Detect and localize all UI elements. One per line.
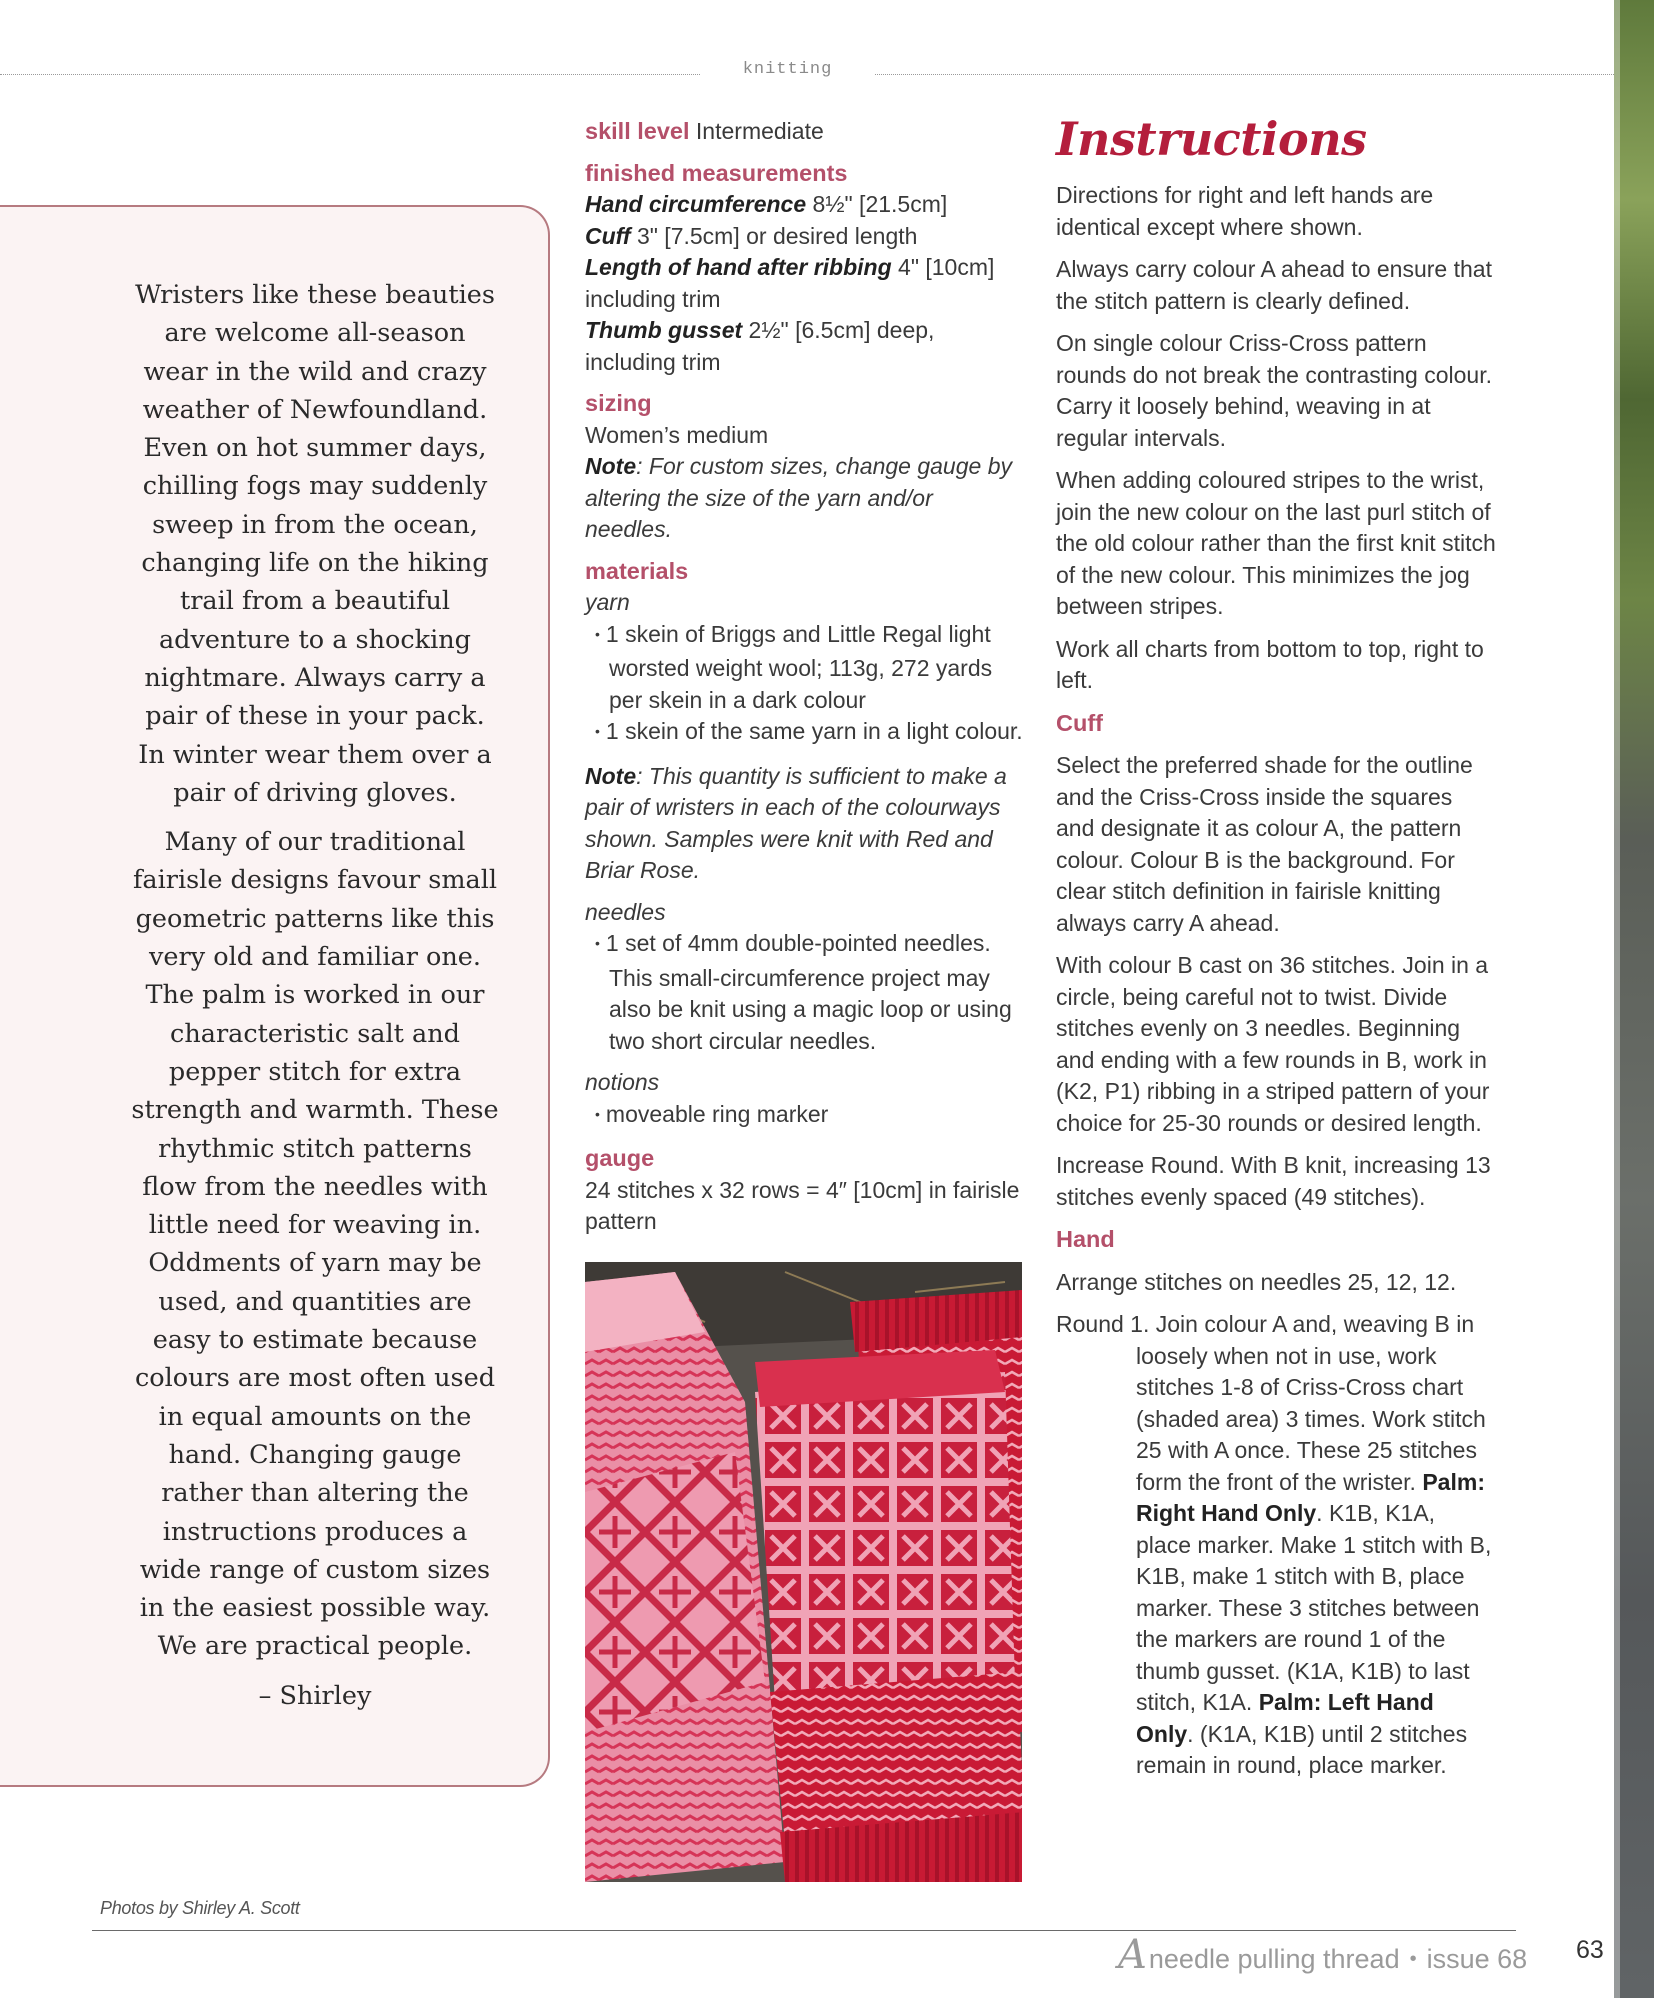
quantity-note-label: Note	[585, 762, 637, 789]
instruction-paragraph: On single colour Criss-Cross pattern rounds do not break the contrasting colour. Carry it loosely behind, weaving in at regular intervals.	[1056, 330, 1493, 451]
page-number: 63	[1576, 1936, 1604, 1964]
list-item: • 1 skein of the same yarn in a light colour.	[585, 716, 1025, 751]
left-hand-label: Palm: Left Hand Only	[1136, 1689, 1434, 1747]
yarn-list	[585, 619, 1025, 751]
finished-measurements	[585, 158, 1025, 379]
section-label: knitting	[700, 60, 875, 79]
materials-heading: materials	[585, 557, 689, 584]
instruction-paragraph: Work all charts from bottom to top, right to left.	[1056, 635, 1484, 693]
sizing-value: Women’s medium	[585, 421, 769, 448]
needles-subheading: needles	[585, 898, 666, 925]
sizing-heading: sizing	[585, 390, 652, 416]
yarn-subheading: yarn	[585, 589, 630, 615]
header-rule-right	[860, 74, 1614, 75]
sidebar-text	[130, 276, 500, 1726]
wristers-illustration	[585, 1262, 1022, 1882]
footer-publication	[1118, 1932, 1527, 1978]
gauge-value: 24 stitches x 32 rows = 4″ [10cm] in fairisle pattern	[585, 1176, 1020, 1234]
header-rule-left	[0, 74, 740, 75]
hand-value: 8½" [21.5cm]	[806, 191, 948, 217]
sizing-note-label: Note	[585, 453, 637, 479]
thumb-label: Thumb gusset	[585, 317, 743, 343]
edge-photo-strip	[1614, 0, 1654, 1998]
sizing	[585, 388, 1025, 546]
list-item: • 1 set of 4mm double-pointed needles. This small-circumference project may also be knit using a magic loop or using two short circular needles.	[585, 928, 1025, 1057]
round-1	[1056, 1309, 1496, 1782]
instruction-paragraph: When adding coloured stripes to the wrist, join the new colour on the last purl stitch of the old colour rather than the first knit stitch of the new colour. This minimizes the jog between stripes.	[1056, 467, 1496, 619]
list-item: • 1 skein of Briggs and Little Regal light worsted weight wool; 113g, 272 yards per skein in a dark colour	[585, 619, 1025, 717]
round-1-text: Round 1. Join colour A and, weaving B in loosely when not in use, work stitches 1-8 of Criss-Cross chart (shaded area) 3 times. Work stitch 25 with A once. These 25 stitches form the front of the wrister.	[1056, 1311, 1486, 1495]
instruction-paragraph: With colour B cast on 36 stitches. Join in a circle, being careful not to twist. Divide stitches evenly on 3 needles. Beginning and ending with a few rounds in B, work in (K2, P1) ribbing in a striped pattern of your choice for 25-30 rounds or desired length.	[1056, 952, 1490, 1136]
hand-label: Hand circumference	[585, 191, 807, 217]
hand-heading: Hand	[1056, 1226, 1115, 1252]
footer-rule	[92, 1930, 1516, 1931]
publication-name: needle pulling thread	[1148, 1944, 1400, 1974]
round-1-text: . K1B, K1A, place marker. Make 1 stitch with B, K1B, make 1 stitch with B, place marker. These 3 stitches between the markers are round 1 of the thumb gusset. (K1A, K1B) to last stitch, K1A.	[1136, 1500, 1492, 1715]
list-item: • moveable ring marker	[585, 1099, 1025, 1134]
skill-level	[585, 116, 1025, 148]
instruction-paragraph: Directions for right and left hands are identical except where shown.	[1056, 182, 1434, 240]
skill-heading: skill level	[585, 118, 690, 144]
length-label: Length of hand after ribbing	[585, 254, 892, 280]
cuff-value: 3" [7.5cm] or desired length	[630, 222, 918, 249]
sidebar-paragraph: Wristers like these beauties are welcome all-season wear in the wild and crazy weather of Newfoundland. Even on hot summer days, chilling fogs may suddenly sweep in from the ocean, changing life on the hiking trail from a beautiful adventure to a shocking nightmare. Always carry a pair of these in your pack. In winter wear them over a pair of driving gloves.	[135, 280, 495, 808]
needles	[585, 897, 1025, 1058]
measurements-heading: finished measurements	[585, 159, 848, 186]
issue-number: issue 68	[1426, 1944, 1528, 1974]
sidebar-signature: – Shirley	[258, 1680, 372, 1711]
skill-value: Intermediate	[695, 118, 824, 144]
photo-credit: Photos by Shirley A. Scott	[100, 1898, 300, 1918]
wristers-photo	[585, 1262, 1022, 1882]
cuff-label: Cuff	[585, 222, 631, 249]
instruction-paragraph: Arrange stitches on needles 25, 12, 12.	[1056, 1268, 1457, 1295]
round-1-text: . (K1A, K1B) until 2 stitches remain in round, place marker.	[1136, 1720, 1468, 1778]
instruction-paragraph: Increase Round. With B knit, increasing 13 stitches evenly spaced (49 stitches).	[1056, 1152, 1491, 1210]
thumb-value: 2½" [6.5cm] deep, including trim	[585, 317, 935, 375]
gauge	[585, 1143, 1025, 1238]
materials	[585, 556, 1025, 751]
quantity-note	[585, 761, 1025, 887]
logo-initial: A	[1118, 1932, 1147, 1978]
notions-subheading: notions	[585, 1069, 660, 1095]
length-value: 4" [10cm] including trim	[585, 254, 995, 312]
instruction-paragraph: Always carry colour A ahead to ensure that the stitch pattern is clearly defined.	[1056, 256, 1492, 314]
pattern-specs	[585, 116, 1025, 1248]
footer-separator: •	[1409, 1948, 1417, 1970]
gauge-heading: gauge	[585, 1145, 655, 1171]
notions	[585, 1067, 1025, 1133]
right-hand-label: Palm: Right Hand Only	[1136, 1468, 1485, 1526]
instruction-paragraph: Select the preferred shade for the outline and the Criss-Cross inside the squares and designate it as colour A, the pattern colour. Colour B is the background. For clear stitch definition in fairisle knitting always carry A ahead.	[1056, 752, 1473, 936]
instructions-title: Instructions	[1056, 112, 1367, 166]
sidebar-paragraph: Many of our traditional fairisle designs favour small geometric patterns like this very old and familiar one. The palm is worked in our characteristic salt and pepper stitch for extra strength and warmth. These rhythmic stitch patterns flow from the needles with little need for weaving in. Oddments of yarn may be used, and quantities are easy to estimate because colours are most often used in equal amounts on the hand. Changing gauge rather than altering the instructions produces a wide range of custom sizes in the easiest possible way. We are practical people.	[131, 827, 499, 1662]
sizing-note: : For custom sizes, change gauge by altering the size of the yarn and/or needles.	[585, 453, 1012, 542]
cuff-heading: Cuff	[1056, 709, 1103, 736]
quantity-note-text: : This quantity is sufficient to make a pair of wristers in each of the colourways shown. Samples were knit with Red and Briar Rose.	[585, 762, 1007, 883]
instructions	[1056, 112, 1496, 1782]
